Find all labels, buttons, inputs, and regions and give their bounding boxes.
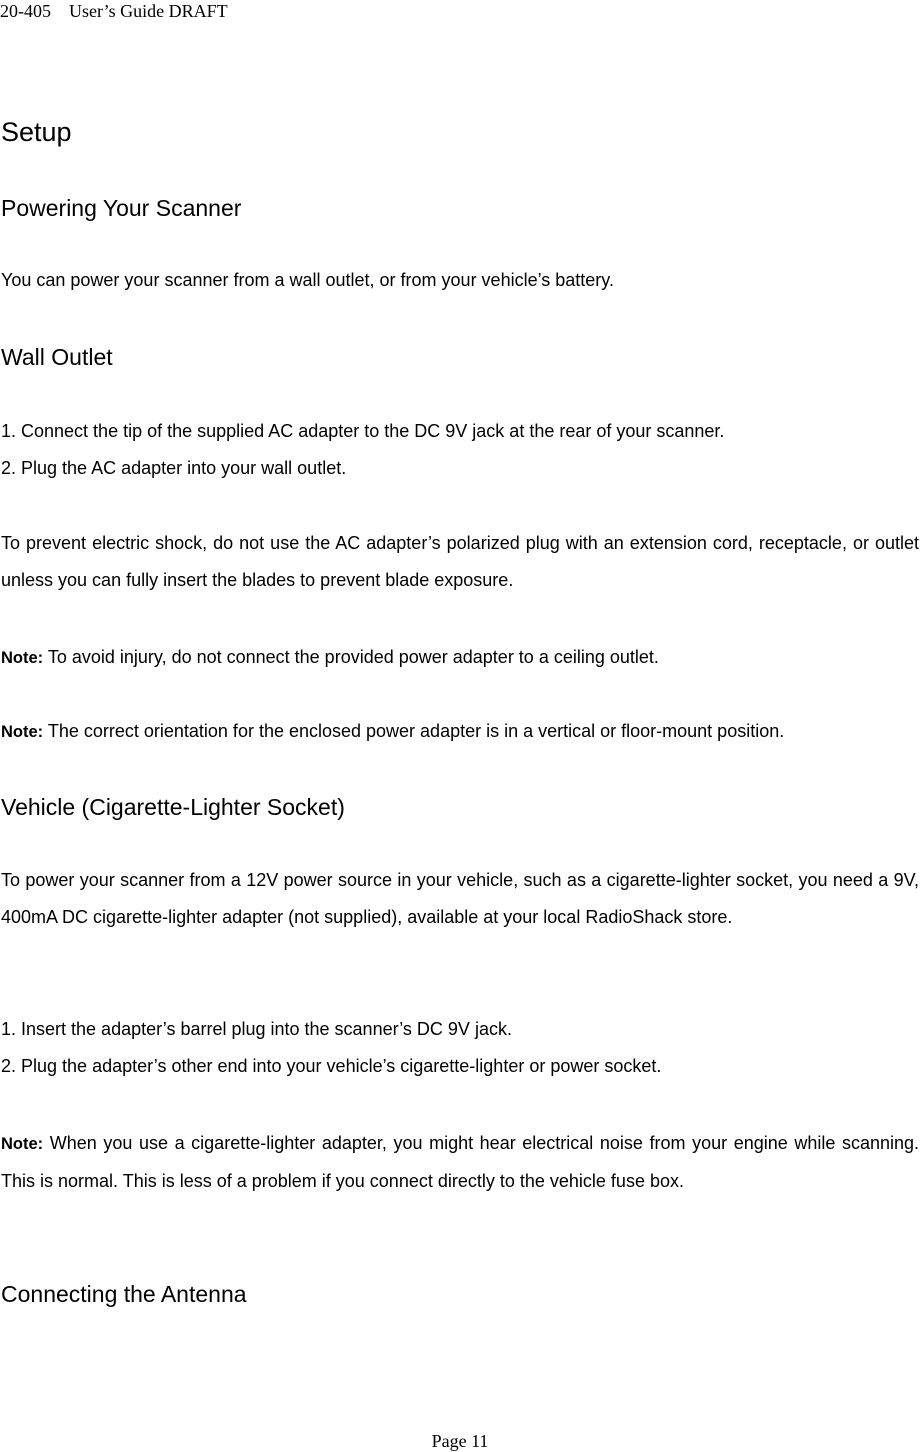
vehicle-steps xyxy=(1,1011,919,1085)
page-header: 20-405 User’s Guide DRAFT xyxy=(0,1,228,21)
subsection-title-powering: Powering Your Scanner xyxy=(1,195,242,221)
note-orientation xyxy=(1,713,919,751)
note-label: Note: xyxy=(1,723,44,741)
note-label: Note: xyxy=(1,1135,44,1153)
powering-intro-paragraph: You can power your scanner from a wall outlet, or from your vehicle’s battery. xyxy=(1,270,614,290)
section-title-setup: Setup xyxy=(1,117,72,147)
vehicle-step-1: 1. Insert the adapter’s barrel plug into the scanner’s DC 9V jack. xyxy=(1,1019,512,1039)
subsection-title-wall-outlet: Wall Outlet xyxy=(1,344,113,370)
note-label: Note: xyxy=(1,649,44,667)
wall-step-1: 1. Connect the tip of the supplied AC adapter to the DC 9V jack at the rear of your scanner. xyxy=(1,421,725,441)
subsection-title-vehicle: Vehicle (Cigarette-Lighter Socket) xyxy=(1,794,345,820)
note-ceiling-outlet xyxy=(1,639,919,677)
note-text: When you use a cigarette-lighter adapter, you might hear electrical noise from your engine while scanning. This is normal. This is less of a problem if you connect directly to the vehicle fuse box. xyxy=(1,1133,919,1191)
note-text: The correct orientation for the enclosed power adapter is in a vertical or floor-mount position. xyxy=(43,721,785,741)
wall-outlet-steps xyxy=(1,413,919,487)
wall-step-2: 2. Plug the AC adapter into your wall outlet. xyxy=(1,458,347,478)
page-number: Page 11 xyxy=(431,1431,489,1451)
vehicle-intro-paragraph: To power your scanner from a 12V power source in your vehicle, such as a cigarette-lighter socket, you need a 9V, 400mA DC cigarette-lighter adapter (not supplied), available at your local RadioShack store. xyxy=(1,870,919,927)
vehicle-step-2: 2. Plug the adapter’s other end into your vehicle’s cigarette-lighter or power socket. xyxy=(1,1056,662,1076)
subsection-title-antenna: Connecting the Antenna xyxy=(1,1281,247,1307)
electric-shock-warning: To prevent electric shock, do not use the AC adapter’s polarized plug with an extension cord, receptacle, or outlet unless you can fully insert the blades to prevent blade exposure. xyxy=(1,533,919,590)
note-text: To avoid injury, do not connect the provided power adapter to a ceiling outlet. xyxy=(43,647,659,667)
note-electrical-noise xyxy=(1,1125,919,1200)
